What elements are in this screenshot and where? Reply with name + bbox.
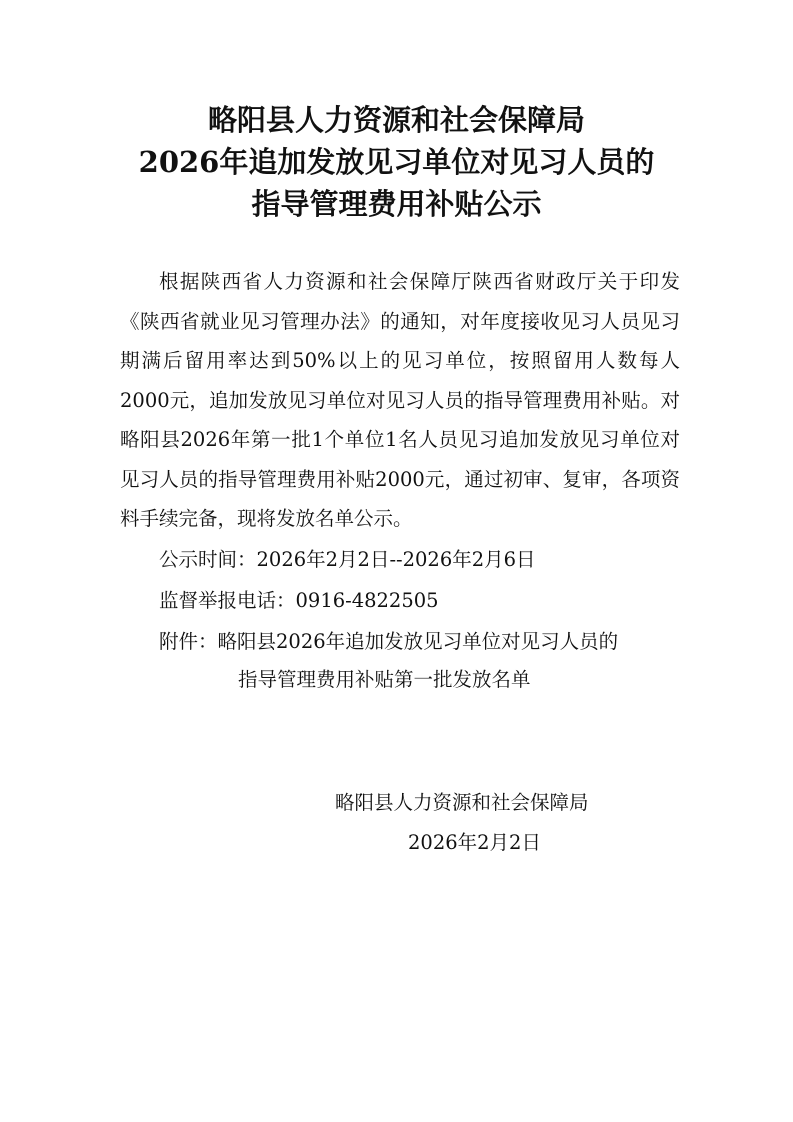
report-hotline: 监督举报电话：0916-4822505 xyxy=(159,589,439,612)
attachment-line-1: 附件：略阳县2026年追加发放见习单位对见习人员的 xyxy=(159,630,619,653)
document-title-line-1: 略阳县人力资源和社会保障局 xyxy=(207,103,585,137)
attachment-line-2: 指导管理费用补贴第一批发放名单 xyxy=(238,668,531,691)
document-title-line-2: 2026年追加发放见习单位对见习人员的 xyxy=(138,145,655,179)
publicity-time: 公示时间：2026年2月2日--2026年2月6日 xyxy=(159,548,536,571)
notice-paragraph: 根据陕西省人力资源和社会保障厅陕西省财政厅关于印发《陕西省就业见习管理办法》的通知，对年度接收见习人员见习期满后留用率达到50%以上的见习单位，按照留用人数每人2000元，追加发放见习单位对见习人员的指导管理费用补贴。对略阳县2026年第一批1个单位1名人员见习追加发放见习单位对见习人员的指导管理费用补贴2000元，通过初审、复审，各项资料手续完备，现将发放名单公示。 xyxy=(120,270,680,530)
signature-date: 2026年2月2日 xyxy=(408,831,541,854)
document-title-line-3: 指导管理费用补贴公示 xyxy=(251,187,542,221)
signature-organization: 略阳县人力资源和社会保障局 xyxy=(335,791,589,814)
